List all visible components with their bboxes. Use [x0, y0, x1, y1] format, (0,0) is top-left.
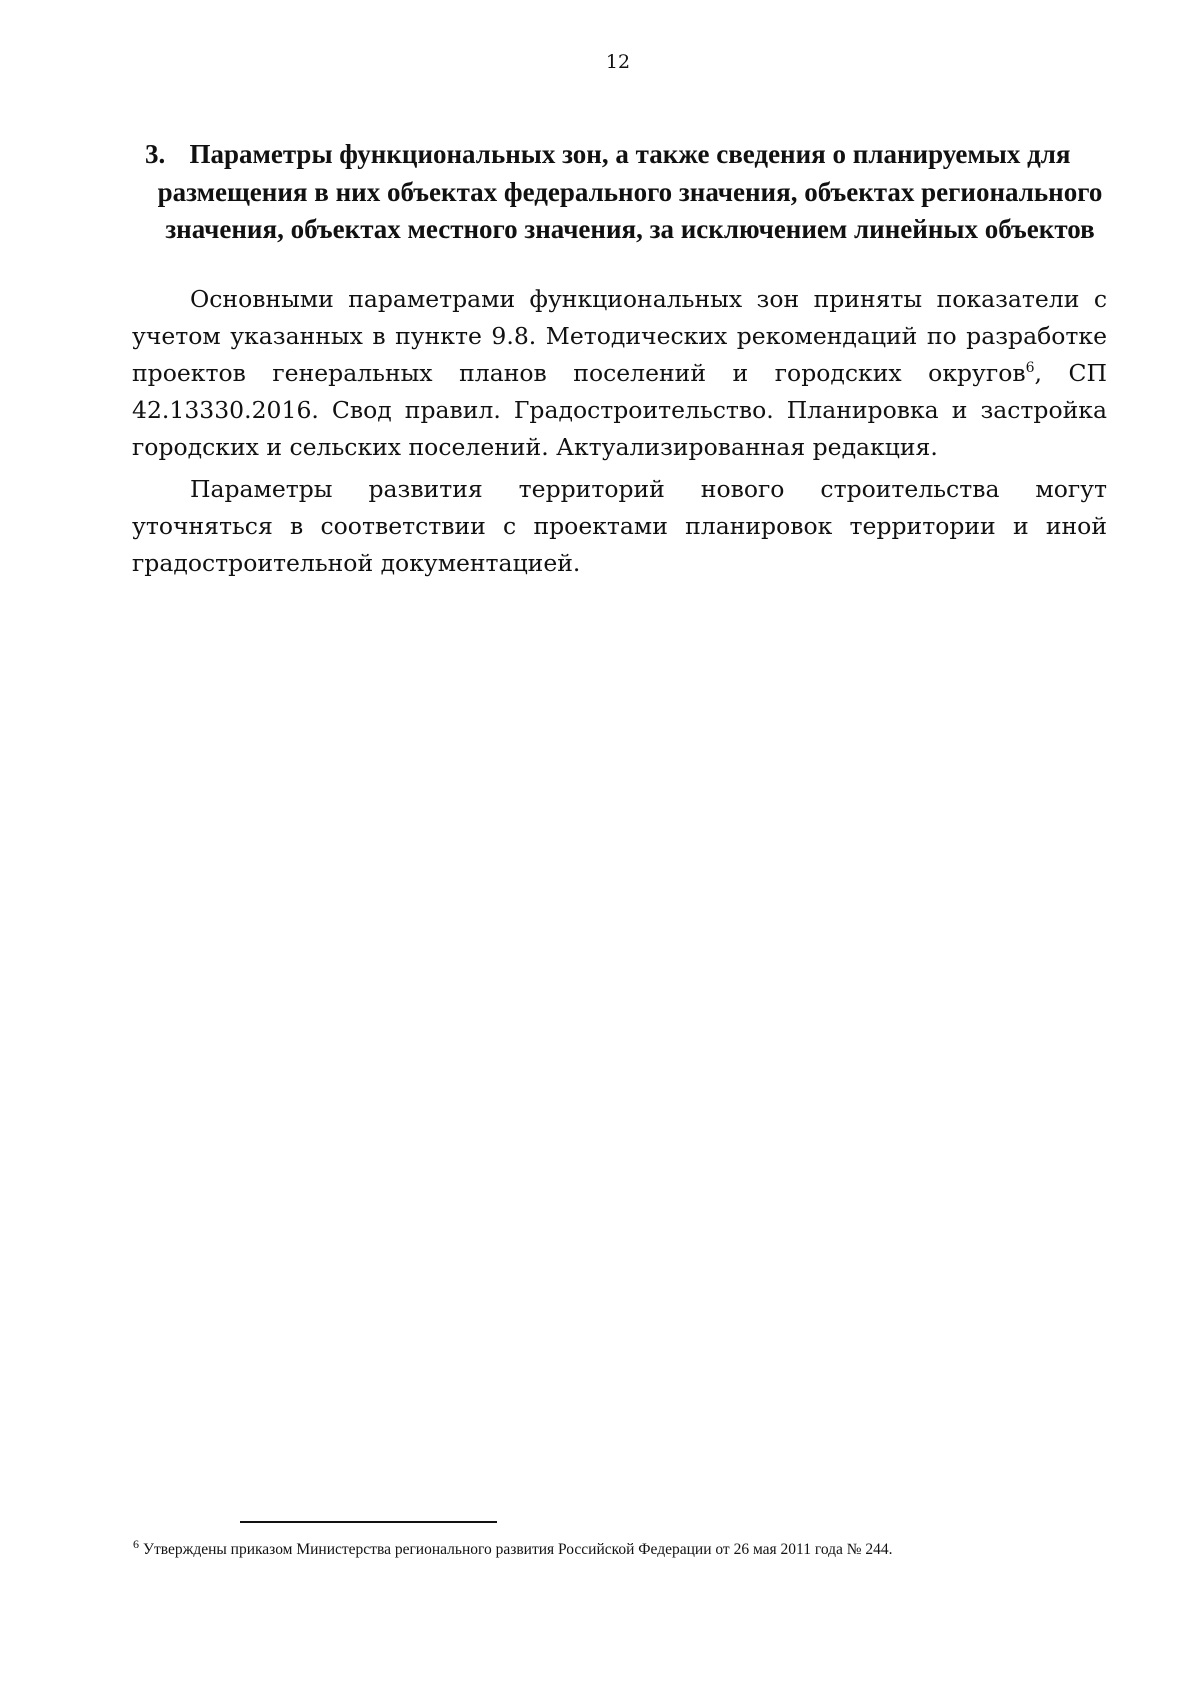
- footnote-marker: 6: [133, 1536, 139, 1551]
- footnote-separator: [240, 1521, 497, 1523]
- footnote-reference[interactable]: 6: [1025, 360, 1035, 377]
- body-text: [132, 281, 1107, 587]
- section-heading: [145, 136, 1115, 249]
- paragraph-1-text: Основными параметрами функциональных зон приняты показатели с учетом указанных в пункте 9.8. Методических рекомендаций по разработке проектов генеральных планов поселений и городских округов: [132, 285, 1107, 387]
- section-number: 3.: [145, 139, 166, 169]
- footnote-text: Утверждены приказом Министерства регионального развития Российской Федерации от 26 мая 2011 года № 244.: [143, 1541, 893, 1558]
- paragraph-2: Параметры развития территорий нового строительства могут уточняться в соответствии с проектами планировок территории и иной градостроительной документацией.: [132, 475, 1107, 577]
- paragraph-1-text-continued: , СП 42.13330.2016. Свод правил. Градостроительство. Планировка и застройка городских и сельских поселений. Актуализированная редакция.: [132, 359, 1107, 461]
- footnote: [133, 1536, 1093, 1560]
- paragraph-1: [132, 281, 1107, 466]
- page-number: 12: [605, 51, 631, 73]
- section-title: Параметры функциональных зон, а также сведения о планируемых для размещения в них объектах федерального значения, объектах регионального значения, объектах местного значения, за исключением линейных объектов: [157, 139, 1103, 244]
